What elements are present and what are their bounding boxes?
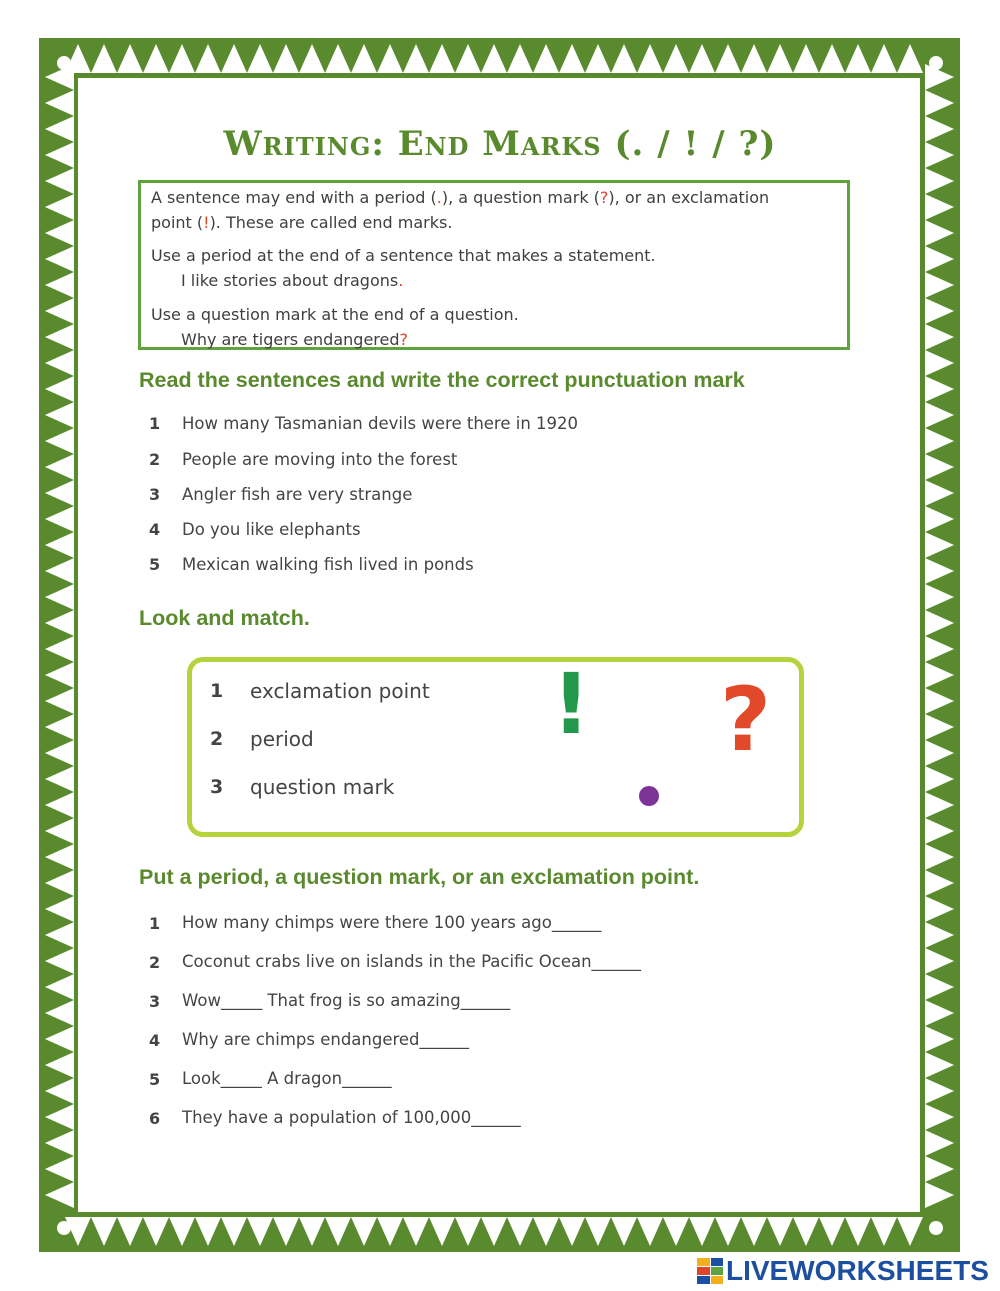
match-num-3: 3 bbox=[210, 776, 224, 798]
section-1-heading: Read the sentences and write the correct punctuation mark bbox=[139, 368, 745, 392]
info-line-3: Use a period at the end of a sentence that makes a statement. bbox=[151, 246, 656, 265]
s1-num-3: 3 bbox=[149, 485, 161, 504]
match-item-3[interactable]: question mark bbox=[250, 775, 395, 799]
liveworksheets-logo-icon bbox=[697, 1258, 723, 1284]
s3-num-6: 6 bbox=[149, 1109, 161, 1128]
info-example-1: I like stories about dragons. bbox=[181, 271, 404, 290]
s3-num-5: 5 bbox=[149, 1070, 161, 1089]
s1-item-3: Angler fish are very strange bbox=[182, 485, 413, 504]
corner-dot-top-left bbox=[57, 56, 71, 70]
s1-num-2: 2 bbox=[149, 450, 161, 469]
s3-num-3: 3 bbox=[149, 992, 161, 1011]
match-item-2[interactable]: period bbox=[250, 727, 314, 751]
corner-dot-bottom-right bbox=[929, 1221, 943, 1235]
info-line-2: point (!). These are called end marks. bbox=[151, 213, 453, 232]
info-example-2: Why are tigers endangered? bbox=[181, 330, 409, 349]
question-mark-symbol[interactable]: ? bbox=[720, 668, 772, 771]
liveworksheets-brand[interactable] bbox=[697, 1256, 989, 1286]
s3-item-1[interactable]: How many chimps were there 100 years ago______ bbox=[182, 913, 602, 932]
info-line-5: Use a question mark at the end of a question. bbox=[151, 305, 519, 324]
match-item-1[interactable]: exclamation point bbox=[250, 679, 430, 703]
s3-item-4[interactable]: Why are chimps endangered______ bbox=[182, 1030, 470, 1049]
section-2-heading: Look and match. bbox=[139, 606, 310, 630]
period-symbol[interactable] bbox=[639, 786, 659, 806]
page-title: Writing: End Marks (. / ! / ?) bbox=[223, 124, 777, 164]
s1-item-4: Do you like elephants bbox=[182, 520, 361, 539]
s1-num-4: 4 bbox=[149, 520, 161, 539]
corner-dot-top-right bbox=[929, 56, 943, 70]
s1-num-1: 1 bbox=[149, 414, 161, 433]
s3-num-1: 1 bbox=[149, 914, 161, 933]
match-num-1: 1 bbox=[210, 680, 224, 702]
section-3-heading: Put a period, a question mark, or an exclamation point. bbox=[139, 865, 700, 889]
s1-item-1: How many Tasmanian devils were there in 1920 bbox=[182, 414, 579, 433]
info-line-1: A sentence may end with a period (.), a question mark (?), or an exclamation bbox=[151, 188, 770, 207]
match-num-2: 2 bbox=[210, 728, 224, 750]
s3-item-6[interactable]: They have a population of 100,000______ bbox=[182, 1108, 521, 1127]
s3-num-4: 4 bbox=[149, 1031, 161, 1050]
s1-num-5: 5 bbox=[149, 555, 161, 574]
s3-item-3[interactable]: Wow_____ That frog is so amazing______ bbox=[182, 991, 511, 1010]
corner-dot-bottom-left bbox=[57, 1221, 71, 1235]
s3-item-2[interactable]: Coconut crabs live on islands in the Pacific Ocean______ bbox=[182, 952, 642, 971]
s1-item-2: People are moving into the forest bbox=[182, 450, 458, 469]
s3-num-2: 2 bbox=[149, 953, 161, 972]
info-box bbox=[138, 180, 850, 350]
exclamation-mark-symbol[interactable]: ! bbox=[552, 655, 591, 753]
brand-name: LIVEWORKSHEETS bbox=[726, 1255, 989, 1286]
s1-item-5: Mexican walking fish lived in ponds bbox=[182, 555, 474, 574]
s3-item-5[interactable]: Look_____ A dragon______ bbox=[182, 1069, 392, 1088]
